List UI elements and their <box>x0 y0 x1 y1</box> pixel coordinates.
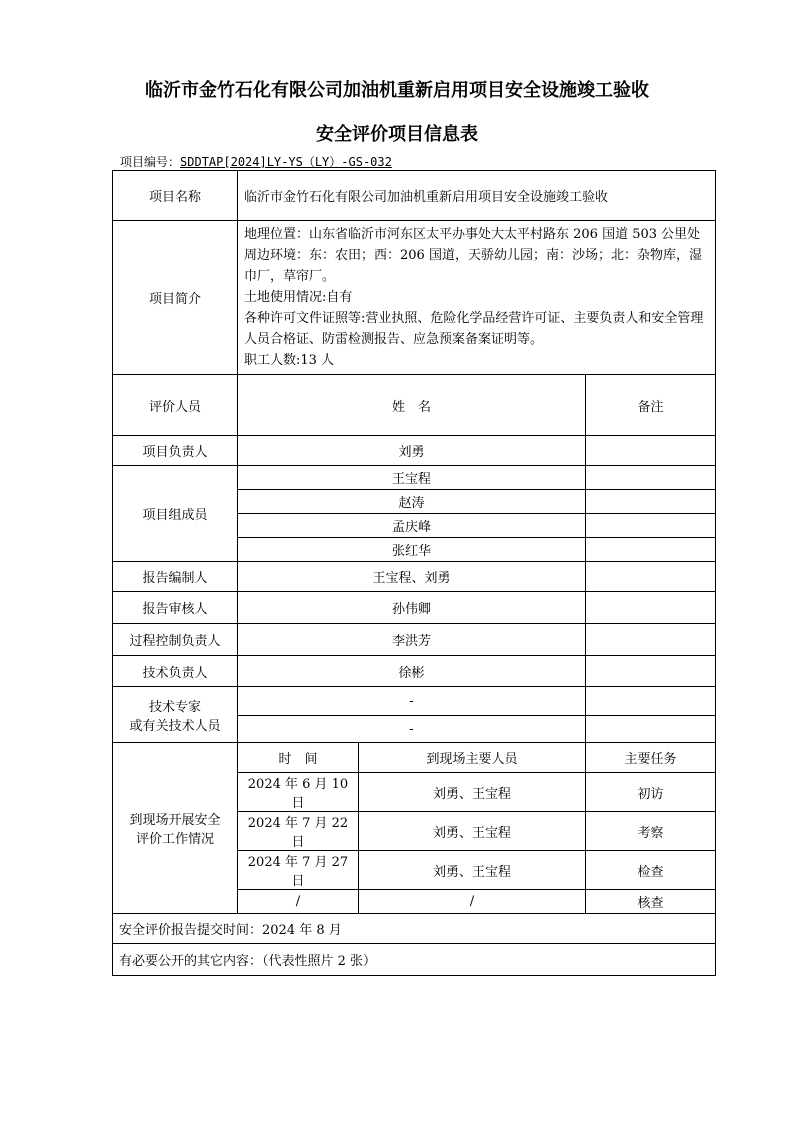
row-compiler <box>113 562 716 592</box>
members-label: 项目组成员 <box>113 466 238 562</box>
visit-people: / <box>359 890 586 914</box>
other-content: 有必要公开的其它内容：（代表性照片 2 张） <box>113 944 716 976</box>
visit-people: 刘勇、王宝程 <box>359 812 586 851</box>
row-project-intro <box>113 221 716 375</box>
leader-remark <box>586 436 716 466</box>
member-name: 孟庆峰 <box>238 514 586 538</box>
member-remark <box>586 490 716 514</box>
leader-name: 刘勇 <box>238 436 586 466</box>
project-code-label: 项目编号： <box>120 155 181 169</box>
intro-licenses: 各种许可文件证照等:营业执照、危险化学品经营许可证、主要负责人和安全管理人员合格证、防雷检测报告、应急预案备案证明等。 <box>244 311 704 347</box>
project-code <box>120 153 392 170</box>
visit-task: 初访 <box>586 773 716 812</box>
expert-remark <box>586 716 716 743</box>
info-table <box>112 170 716 976</box>
intro-staff: 职工人数:13 人 <box>244 353 335 368</box>
visit-task: 考察 <box>586 812 716 851</box>
compiler-name: 王宝程、刘勇 <box>238 562 586 592</box>
visit-task: 检查 <box>586 851 716 890</box>
row-reviewer <box>113 592 716 624</box>
header-remark: 备注 <box>586 375 716 436</box>
process-remark <box>586 624 716 656</box>
compiler-remark <box>586 562 716 592</box>
intro-location: 地理位置：山东省临沂市河东区太平办事处大太平村路东 206 国道 503 公里处 <box>244 227 701 242</box>
visit-people: 刘勇、王宝程 <box>359 773 586 812</box>
document-title-line2: 安全评价项目信息表 <box>316 124 478 145</box>
compiler-label: 报告编制人 <box>113 562 238 592</box>
row-leader <box>113 436 716 466</box>
header-role: 评价人员 <box>113 375 238 436</box>
row-header <box>113 375 716 436</box>
header-name: 姓 名 <box>238 375 586 436</box>
visit-time: 2024 年 6 月 10 日 <box>238 773 359 812</box>
tech-remark <box>586 656 716 687</box>
process-name: 李洪芳 <box>238 624 586 656</box>
visit-time: / <box>238 890 359 914</box>
field-header-people: 到现场主要人员 <box>359 743 586 773</box>
row-project-name <box>113 171 716 221</box>
member-remark <box>586 514 716 538</box>
field-label-line2: 评价工作情况 <box>135 832 214 847</box>
member-name: 赵涛 <box>238 490 586 514</box>
intro-surroundings: 周边环境：东：农田；西：206 国道，天骄幼儿园；南：沙场；北：杂物库，湿巾厂，草帘厂。 <box>244 248 702 284</box>
tech-label: 技术负责人 <box>113 656 238 687</box>
intro-label: 项目简介 <box>113 221 238 375</box>
expert-name: - <box>238 687 586 716</box>
leader-label: 项目负责人 <box>113 436 238 466</box>
member-remark <box>586 538 716 562</box>
row-field-header <box>113 743 716 773</box>
row-expert <box>113 687 716 716</box>
tech-name: 徐彬 <box>238 656 586 687</box>
project-name-value: 临沂市金竹石化有限公司加油机重新启用项目安全设施竣工验收 <box>238 171 716 221</box>
row-tech <box>113 656 716 687</box>
visit-task: 核查 <box>586 890 716 914</box>
field-header-time: 时 间 <box>238 743 359 773</box>
document-title-line1: 临沂市金竹石化有限公司加油机重新启用项目安全设施竣工验收 <box>145 80 649 101</box>
row-submit <box>113 914 716 944</box>
expert-label-line1: 技术专家 <box>148 699 201 715</box>
submit-time: 安全评价报告提交时间：2024 年 8 月 <box>113 914 716 944</box>
visit-time: 2024 年 7 月 27 日 <box>238 851 359 890</box>
member-name: 王宝程 <box>238 466 586 490</box>
intro-land: 土地使用情况:自有 <box>244 290 353 305</box>
row-member <box>113 466 716 490</box>
expert-label <box>113 687 238 743</box>
process-label: 过程控制负责人 <box>113 624 238 656</box>
reviewer-name: 孙伟卿 <box>238 592 586 624</box>
row-process <box>113 624 716 656</box>
field-label-line1: 到现场开展安全 <box>129 813 221 828</box>
project-name-label: 项目名称 <box>113 171 238 221</box>
project-code-value: SDDTAP[2024]LY-YS（LY）-GS-032 <box>180 155 392 169</box>
reviewer-label: 报告审核人 <box>113 592 238 624</box>
visit-people: 刘勇、王宝程 <box>359 851 586 890</box>
visit-time: 2024 年 7 月 22 日 <box>238 812 359 851</box>
expert-label-line2: 或有关技术人员 <box>129 718 221 734</box>
row-other <box>113 944 716 976</box>
field-label <box>113 743 238 914</box>
intro-content <box>238 221 716 375</box>
reviewer-remark <box>586 592 716 624</box>
field-header-task: 主要任务 <box>586 743 716 773</box>
member-remark <box>586 466 716 490</box>
expert-name: - <box>238 716 586 743</box>
member-name: 张红华 <box>238 538 586 562</box>
expert-remark <box>586 687 716 716</box>
